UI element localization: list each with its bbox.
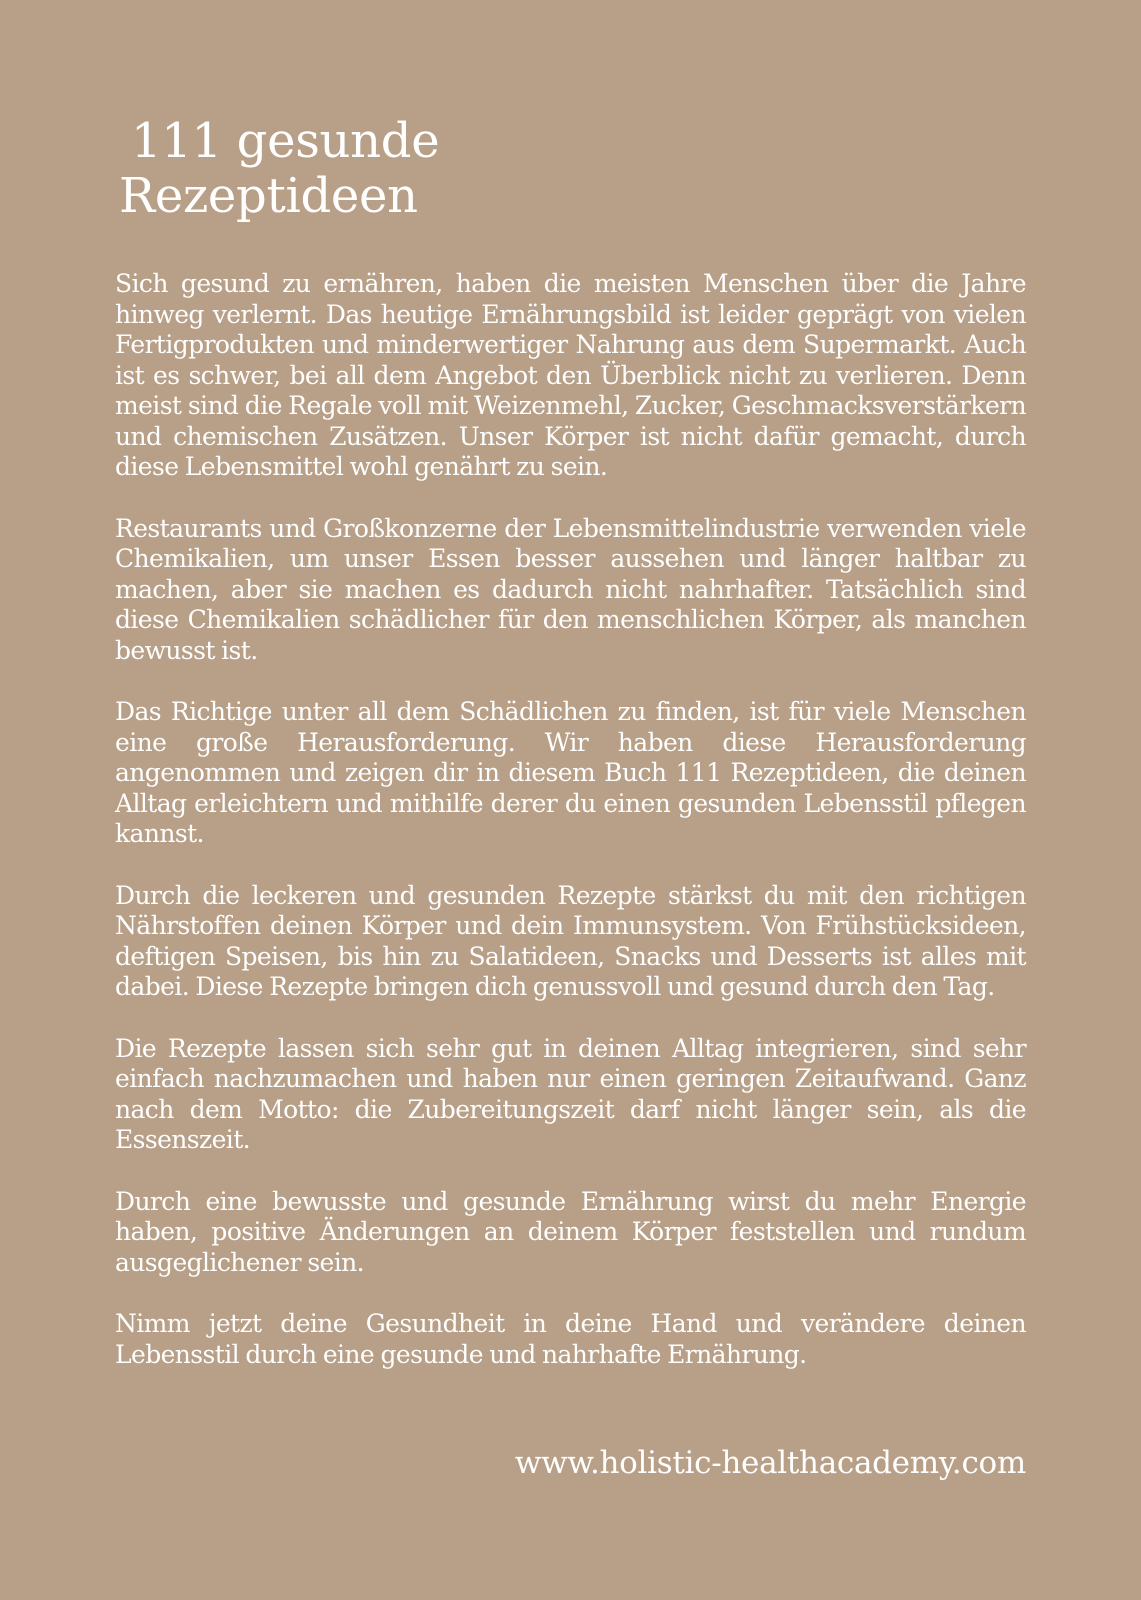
paragraph-1: Sich gesund zu ernähren, haben die meisten Menschen über die Jahre hinweg verlernt. Das heutige Ernährungsbild ist leider geprägt von vielen Fertigprodukten und minderwertiger Nahrung aus dem Supermarkt. Auch ist es schwer, bei all dem Angebot den Überblick nicht zu verlieren. Denn meist sind die Regale voll mit Weizenmehl, Zucker, Geschmacksverstärkern und chemischen Zusätzen. Unser Körper ist nicht dafür gemacht, durch diese Lebensmittel wohl genährt zu sein. [115,269,1026,481]
paragraph-3: Das Richtige unter all dem Schädlichen zu finden, ist für viele Menschen eine große Herausforderung. Wir haben diese Herausforderung angenommen und zeigen dir in diesem Buch 111 Rezeptideen, die deinen Alltag erleichtern und mithilfe derer du einen gesunden Lebensstil pflegen kannst. [115,697,1026,848]
title-line-2: Rezeptideen [119,168,418,224]
paragraph-7: Nimm jetzt deine Gesundheit in deine Hand und verändere deinen Lebensstil durch eine gesunde und nahrhafte Ernährung. [115,1309,1026,1369]
paragraph-5: Die Rezepte lassen sich sehr gut in deinen Alltag integrieren, sind sehr einfach nachzumachen und haben nur einen geringen Zeitaufwand. Ganz nach dem Motto: die Zubereitungszeit darf nicht länger sein, als die Essenszeit. [115,1033,1026,1154]
paragraph-2: Restaurants und Großkonzerne der Lebensmittelindustrie verwenden viele Chemikalien, um unser Essen besser aussehen und länger haltbar zu machen, aber sie machen es dadurch nicht nahrhafter. Tatsächlich sind diese Chemikalien schädlicher für den menschlichen Körper, als manchen bewusst ist. [115,513,1026,665]
body-text [115,269,1026,1370]
title-line-1: 111 gesunde [131,113,440,169]
paragraph-4: Durch die leckeren und gesunden Rezepte stärkst du mit den richtigen Nährstoffen deinen Körper und dein Immunsystem. Von Frühstücksideen, deftigen Speisen, bis hin zu Salatideen, Snacks und Desserts ist alles mit dabei. Diese Rezepte bringen dich genussvoll und gesund durch den Tag. [115,880,1026,1001]
paragraph-6: Durch eine bewusste und gesunde Ernährung wirst du mehr Energie haben, positive Änderungen an deinem Körper feststellen und rundum ausgeglichener sein. [115,1186,1026,1277]
page-title [119,114,1026,224]
website-url: www.holistic-healthacademy.com [514,1445,1026,1481]
